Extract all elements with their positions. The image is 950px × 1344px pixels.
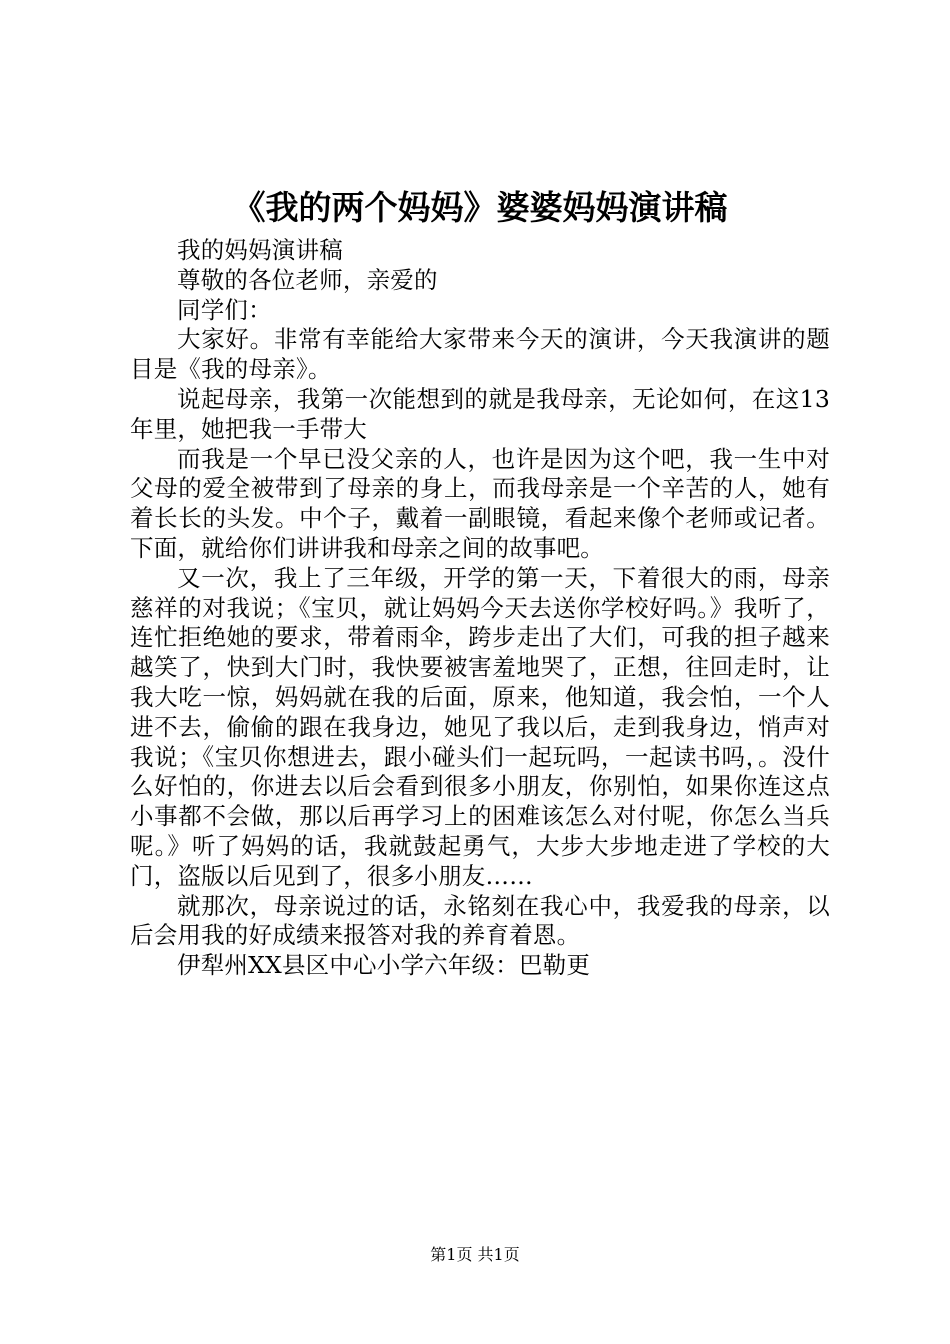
paragraph-intro: 大家好。非常有幸能给大家带来今天的演讲，今天我演讲的题目是《我的母亲》。 — [130, 325, 830, 384]
paragraph-greeting: 尊敬的各位老师，亲爱的 — [177, 265, 438, 294]
paragraph-story: 又一次，我上了三年级，开学的第一天，下着很大的雨，母亲慈祥的对我说；《宝贝，就让妈妈今天去送你学校好吗。》我听了，连忙拒绝她的要求，带着雨伞，跨步走出了大们，可我的担子越来越笑了，快到大门时，我快要被害羞地哭了，正想，往回走时，让我大吃一惊，妈妈就在我的后面，原来，他知道，我会怕，一个人进不去，偷偷的跟在我身边，她见了我以后，走到我身边，悄声对我说；《宝贝你想进去，跟小碰头们一起玩吗，一起读书吗，。没什么好怕的，你进去以后会看到很多小朋友，你别怕，如果你连这点小事都不会做，那以后再学习上的困难该怎么对付呢，你怎么当兵呢。》听了妈妈的话，我就鼓起勇气，大步大步地走进了学校的大门，盗版以后见到了，很多小朋友…… — [130, 563, 830, 890]
paragraph-mother: 说起母亲，我第一次能想到的就是我母亲，无论如何，在这13年里，她把我一手带大 — [130, 384, 830, 443]
paragraph-greeting-continued: 同学们： — [177, 295, 272, 324]
paragraph-signature: 伊犁州XX县区中心小学六年级：巴勒更 — [177, 951, 591, 980]
paragraph-subtitle: 我的妈妈演讲稿 — [177, 236, 343, 264]
document-page — [130, 184, 830, 981]
page-number-footer: 第1页 共1页 — [430, 1245, 520, 1264]
paragraph-conclusion: 就那次，母亲说过的话，永铭刻在我心中，我爱我的母亲，以后会用我的好成绩来报答对我的养育着恩。 — [130, 891, 830, 950]
document-title: 《我的两个妈妈》婆婆妈妈演讲稿 — [232, 188, 728, 227]
paragraph-description: 而我是一个早已没父亲的人，也许是因为这个吧，我一生中对父母的爱全被带到了母亲的身上，而我母亲是一个辛苦的人，她有着长长的头发。中个子，戴着一副眼镜，看起来像个老师或记者。下面，就给你们讲讲我和母亲之间的故事吧。 — [130, 444, 830, 562]
